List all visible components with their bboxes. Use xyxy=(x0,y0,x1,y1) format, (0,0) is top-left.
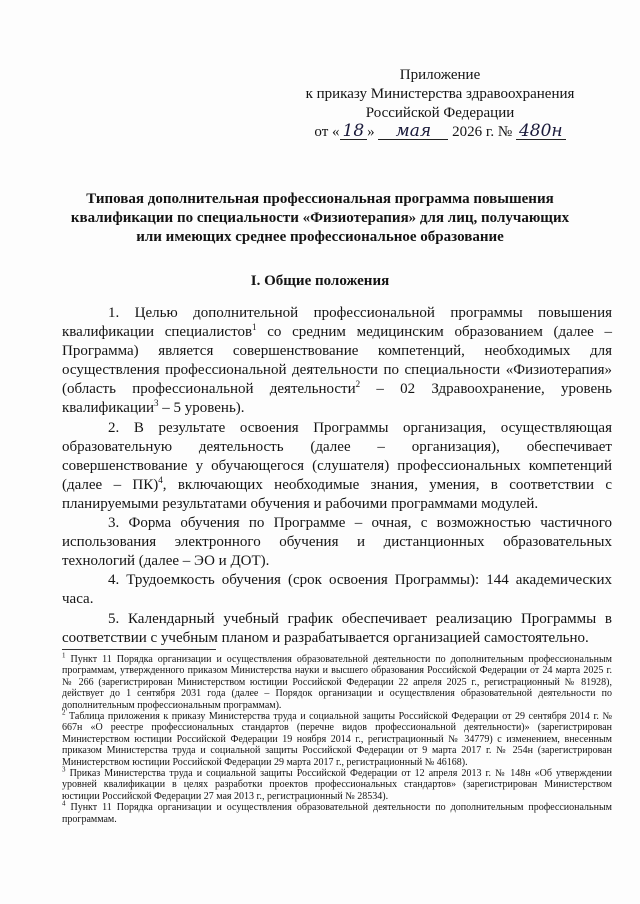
footnote-3 xyxy=(62,765,612,802)
date-month-handwritten: мая xyxy=(378,123,448,140)
section-title: I. Общие положения xyxy=(250,273,390,289)
footnote-separator xyxy=(62,649,216,650)
approval-line-1: Приложение xyxy=(399,67,481,83)
footnote-3-mark: 3 xyxy=(62,765,66,774)
paragraph-2 xyxy=(62,419,612,514)
paragraph-1-text-c: – 02 Здравоохранение, уровень квалификации xyxy=(62,381,612,417)
footnotes xyxy=(62,651,612,825)
footnote-ref-4: 4 xyxy=(158,474,163,485)
paragraph-5: 5. Календарный учебный график обеспечивает реализацию Программы в соответствии с учебным планом и разрабатывается организацией самостоятельно. xyxy=(62,610,612,646)
title-line-1: Типовая дополнительная профессиональная программа повышения xyxy=(86,191,554,207)
footnote-2-mark: 2 xyxy=(62,708,66,717)
footnote-1-text: Пункт 11 Порядка организации и осуществления образовательной деятельности по дополнительным профессиональным программам, утвержденного приказом Министерства науки и высшего образования Российской Федерации от 24 марта 2025 г. № 266 (зарегистрирован Министерством юстиции Российской Федерации 22 апреля 2025 г., регистрационный № 81928), действует до 1 сентября 2031 года (далее – Порядок организации и осуществления образовательной деятельности по дополнительным профессиональным программам). xyxy=(62,654,612,711)
footnote-3-text: Приказ Министерства труда и социальной защиты Российской Федерации от 12 апреля 2013 г. № 148н «Об утверждении уровней квалификации в целях разработки проектов профессиональных стандартов» (зарегистрирован Министерством юстиции Российской Федерации 27 мая 2013 г., регистрационный № 28534). xyxy=(62,768,612,802)
footnote-1 xyxy=(62,651,612,711)
footnote-2 xyxy=(62,708,612,768)
paragraph-1-text-d: – 5 уровень). xyxy=(158,400,245,417)
paragraph-2-text-a: 2. В результате освоения Программы организация, осуществляющая образовательную деятельность (далее – организация), обеспечивает совершенствование у обучающегося (слушателя) профессиональных компетенций (далее – ПК) xyxy=(62,419,612,493)
footnote-4 xyxy=(62,799,612,825)
order-number-handwritten: 480н xyxy=(516,123,566,140)
footnote-ref-2: 2 xyxy=(355,379,361,390)
footnote-ref-1: 1 xyxy=(252,322,257,333)
paragraph-2-text-b: , включающих необходимые знания, умения, в соответствии с планируемыми результатами обучения и рабочими программами модулей. xyxy=(62,476,612,512)
footnote-4-mark: 4 xyxy=(62,799,66,808)
date-prefix: от « xyxy=(314,124,340,140)
footnote-4-text: Пункт 11 Порядка организации и осуществления образовательной деятельности по дополнительным профессиональным программам. xyxy=(62,802,612,825)
title-line-2: квалификации по специальности «Физиотерапия» для лиц, получающих xyxy=(70,210,570,226)
paragraph-1 xyxy=(62,304,612,419)
document-title xyxy=(70,190,570,247)
title-line-3: или имеющих среднее профессиональное образование xyxy=(136,229,504,245)
approval-line-3: Российской Федерации xyxy=(365,105,515,121)
approval-date-line xyxy=(300,123,580,142)
date-mid: » xyxy=(367,124,375,140)
paragraph-1-text-a: 1. Целью дополнительной профессиональной программы повышения квалификации специалистов xyxy=(62,305,612,341)
approval-block xyxy=(300,66,580,142)
paragraph-3: 3. Форма обучения по Программе – очная, с возможностью частичного использования электронного обучения и дистанционных образовательных технологий (далее – ЭО и ДОТ). xyxy=(62,515,612,570)
paragraph-1-text-b: со средним медицинским образованием (далее – Программа) является совершенствование компетенций, необходимых для осуществления профессиональной деятельности по специальности «Физиотерапия» (область профессиональной деятельности xyxy=(62,324,612,398)
footnote-ref-3: 3 xyxy=(154,398,159,409)
body-text xyxy=(62,304,612,648)
footnote-2-text: Таблица приложения к приказу Министерства труда и социальной защиты Российской Федерации от 29 сентября 2014 г. № 667н «О реестре профессиональных стандартов (перечне видов профессиональной деятельности)» (зарегистрирован Министерством юстиции Российской Федерации 19 ноября 2014 г., регистрационный № 34779) с изменением, внесенным приказом Министерства труда и социальной защиты Российской Федерации от 9 марта 2017 г. № 254н (зарегистрирован Министерством юстиции Российской Федерации 29 марта 2017 г., регистрационный № 46168). xyxy=(62,711,612,768)
approval-line-2: к приказу Министерства здравоохранения xyxy=(305,86,575,102)
paragraph-4: 4. Трудоемкость обучения (срок освоения Программы): 144 академических часа. xyxy=(62,572,612,608)
footnote-1-mark: 1 xyxy=(62,651,66,660)
date-year: 2026 г. № xyxy=(452,124,513,140)
date-day-handwritten: 18 xyxy=(340,123,368,140)
